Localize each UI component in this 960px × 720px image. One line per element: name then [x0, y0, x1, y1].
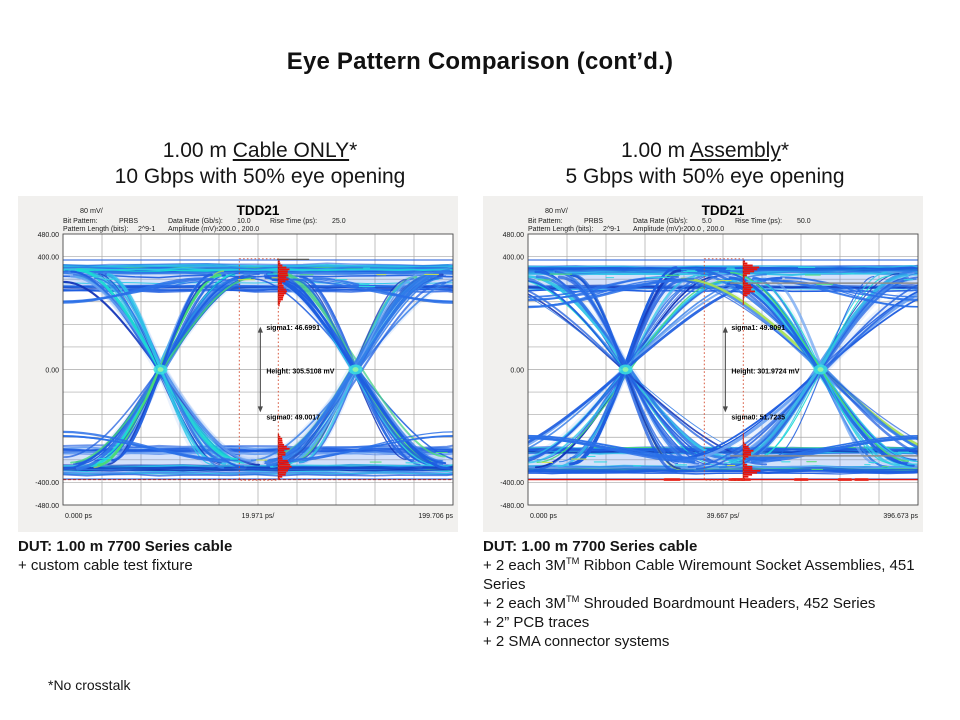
svg-text:PRBS: PRBS — [584, 218, 604, 225]
svg-text:-480.00: -480.00 — [500, 503, 524, 510]
svg-text:2^9-1: 2^9-1 — [138, 226, 156, 233]
text-segment: 1.00 m — [162, 139, 233, 162]
svg-text:0.00: 0.00 — [510, 367, 524, 375]
svg-text:400.00: 400.00 — [502, 254, 524, 262]
svg-text:400.00: 400.00 — [37, 254, 59, 262]
page-title: Eye Pattern Comparison (cont’d.) — [286, 48, 674, 75]
dut-item — [483, 594, 958, 613]
text-segment: 1.00 m — [620, 139, 690, 162]
caption-right-line2: 5 Gbps with 50% eye opening — [565, 165, 845, 188]
svg-text:-200.0 , 200.0: -200.0 , 200.0 — [216, 226, 260, 233]
dut-item — [483, 632, 958, 651]
svg-text:Data Rate (Gb/s):: Data Rate (Gb/s): — [633, 218, 688, 225]
dut-item — [483, 556, 958, 594]
svg-text:sigma0: 49.0017: sigma0: 49.0017 — [266, 414, 321, 422]
svg-text:-480.00: -480.00 — [35, 503, 59, 510]
svg-text:0.000 ps: 0.000 ps — [65, 513, 92, 520]
text-segment: TM — [565, 556, 580, 566]
svg-text:sigma0: 51.7235: sigma0: 51.7235 — [731, 414, 786, 422]
svg-text:5.0: 5.0 — [702, 218, 712, 225]
svg-text:Height: 305.5108 mV: Height: 305.5108 mV — [266, 368, 335, 376]
text-segment: + custom cable test fixture — [18, 557, 193, 574]
svg-text:396.673 ps: 396.673 ps — [883, 513, 918, 520]
svg-text:Bit Pattern:: Bit Pattern: — [528, 218, 563, 225]
text-segment: Cable ONLY — [232, 139, 350, 162]
svg-text:-200.0 , 200.0: -200.0 , 200.0 — [681, 226, 725, 233]
eye-diagram-left — [18, 196, 458, 532]
svg-text:Rise Time (ps):: Rise Time (ps): — [270, 218, 318, 225]
svg-text:480.00: 480.00 — [37, 232, 59, 239]
text-segment: + 2 each 3M — [483, 595, 566, 612]
text-segment: Ribbon Cable Wiremount Socket Assemblies, 451 Series — [483, 557, 915, 593]
eye-diagram-right — [483, 196, 923, 532]
svg-text:199.706 ps: 199.706 ps — [418, 513, 453, 520]
svg-text:Data Rate (Gb/s):: Data Rate (Gb/s): — [168, 218, 223, 225]
svg-text:-400.00: -400.00 — [35, 480, 59, 488]
text-segment: Shrouded Boardmount Headers, 452 Series — [579, 595, 876, 612]
dut-item — [483, 613, 958, 632]
svg-text:-400.00: -400.00 — [500, 480, 524, 488]
svg-text:0.000 ps: 0.000 ps — [530, 513, 557, 520]
svg-text:TDD21: TDD21 — [701, 203, 745, 218]
text-segment: + 2 SMA connector systems — [483, 633, 670, 650]
dut-left-title: DUT: 1.00 m 7700 Series cable — [18, 538, 233, 555]
svg-text:PRBS: PRBS — [119, 218, 139, 225]
caption-left-line2: 10 Gbps with 50% eye opening — [114, 165, 406, 188]
svg-text:sigma1: 46.6991: sigma1: 46.6991 — [266, 324, 321, 332]
caption-right — [505, 138, 905, 190]
text-segment: + 2 each 3M — [483, 557, 566, 574]
svg-text:10.0: 10.0 — [237, 218, 251, 225]
svg-text:Bit Pattern:: Bit Pattern: — [63, 218, 98, 225]
svg-text:50.0: 50.0 — [797, 218, 811, 225]
text-segment: + 2” PCB traces — [483, 614, 590, 631]
dut-item — [18, 556, 473, 575]
svg-text:0.00: 0.00 — [45, 367, 59, 375]
caption-right-line1 — [505, 138, 905, 164]
svg-text:80 mV/: 80 mV/ — [80, 206, 103, 215]
dut-left-items — [18, 556, 473, 575]
svg-text:80 mV/: 80 mV/ — [545, 206, 568, 215]
svg-text:Amplitude (mV):: Amplitude (mV): — [633, 226, 684, 233]
svg-text:TDD21: TDD21 — [236, 203, 280, 218]
svg-text:Rise Time (ps):: Rise Time (ps): — [735, 218, 783, 225]
dut-right — [483, 537, 958, 651]
text-segment: * — [780, 139, 790, 162]
text-segment: TM — [565, 594, 580, 604]
svg-text:39.667 ps/: 39.667 ps/ — [706, 513, 740, 520]
footnote: *No crosstalk — [48, 677, 131, 693]
svg-text:Pattern Length (bits):: Pattern Length (bits): — [528, 226, 594, 233]
svg-text:Pattern Length (bits):: Pattern Length (bits): — [63, 226, 129, 233]
eye-diagram-svg — [483, 196, 923, 532]
dut-right-items — [483, 556, 958, 651]
eye-diagram-svg — [18, 196, 458, 532]
text-segment: Assembly — [689, 139, 781, 162]
dut-right-title: DUT: 1.00 m 7700 Series cable — [483, 538, 698, 555]
svg-text:sigma1: 49.8091: sigma1: 49.8091 — [731, 324, 786, 332]
svg-text:2^9-1: 2^9-1 — [603, 226, 621, 233]
svg-text:480.00: 480.00 — [502, 232, 524, 239]
svg-text:19.971 ps/: 19.971 ps/ — [241, 513, 275, 520]
svg-text:Amplitude (mV):: Amplitude (mV): — [168, 226, 219, 233]
caption-left — [60, 138, 460, 190]
dut-left — [18, 537, 473, 575]
svg-text:25.0: 25.0 — [332, 218, 346, 225]
svg-text:Height: 301.9724 mV: Height: 301.9724 mV — [731, 368, 800, 376]
text-segment: * — [349, 139, 358, 162]
caption-left-line1 — [60, 138, 460, 164]
